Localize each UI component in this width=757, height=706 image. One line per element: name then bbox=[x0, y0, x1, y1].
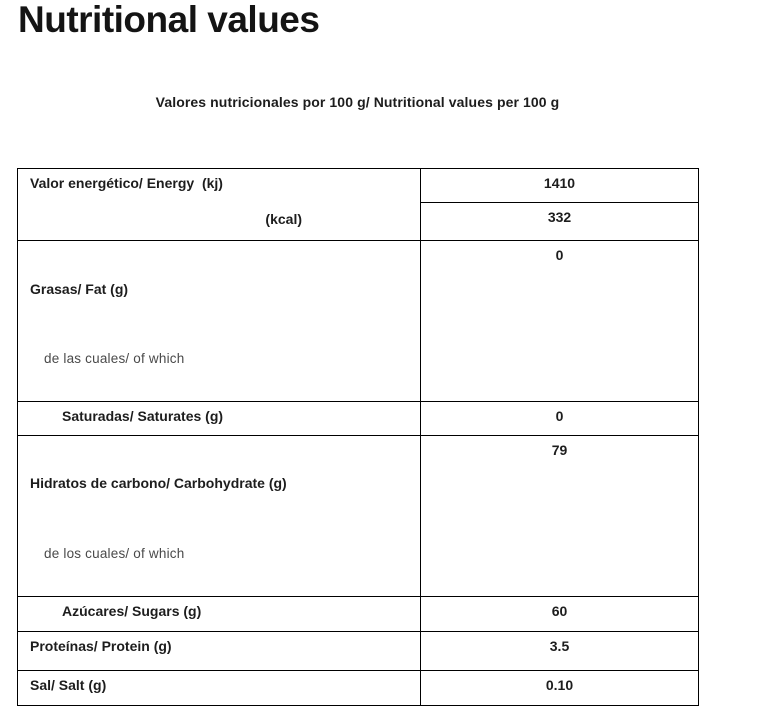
row-value: 60 bbox=[421, 596, 699, 631]
table-row bbox=[18, 596, 699, 631]
row-value: 0 bbox=[421, 401, 699, 435]
table-row bbox=[18, 241, 699, 402]
table-row bbox=[18, 631, 699, 670]
table-row bbox=[18, 435, 699, 596]
row-value: 0.10 bbox=[421, 670, 699, 705]
page-title: Nutritional values bbox=[18, 0, 320, 40]
row-label: Valor energético/ Energy (kj) bbox=[18, 169, 421, 203]
row-value: 0 bbox=[421, 241, 699, 402]
nutrition-table bbox=[17, 168, 699, 706]
row-label: Saturadas/ Saturates (g) bbox=[18, 401, 421, 435]
row-label: Proteínas/ Protein (g) bbox=[18, 631, 421, 670]
table-row bbox=[18, 401, 699, 435]
row-value: 332 bbox=[421, 203, 699, 241]
row-label-sub: de los cuales/ of which bbox=[44, 545, 185, 561]
row-value: 3.5 bbox=[421, 631, 699, 670]
row-label: Azúcares/ Sugars (g) bbox=[18, 596, 421, 631]
row-value: 1410 bbox=[543, 175, 576, 191]
table-row bbox=[18, 169, 699, 203]
row-label: Sal/ Salt (g) bbox=[18, 670, 421, 705]
row-label: (kcal) bbox=[18, 203, 421, 241]
table-row bbox=[18, 203, 699, 241]
row-label-main: Hidratos de carbono/ Carbohydrate (g) bbox=[30, 475, 287, 492]
row-label-main: Grasas/ Fat (g) bbox=[30, 280, 129, 297]
row-label bbox=[18, 435, 421, 596]
table-caption: Valores nutricionales por 100 g/ Nutritional values per 100 g bbox=[155, 94, 560, 110]
row-label-sub: de las cuales/ of which bbox=[44, 350, 185, 366]
row-label bbox=[18, 241, 421, 402]
table-row bbox=[18, 670, 699, 705]
row-value: 79 bbox=[421, 435, 699, 596]
